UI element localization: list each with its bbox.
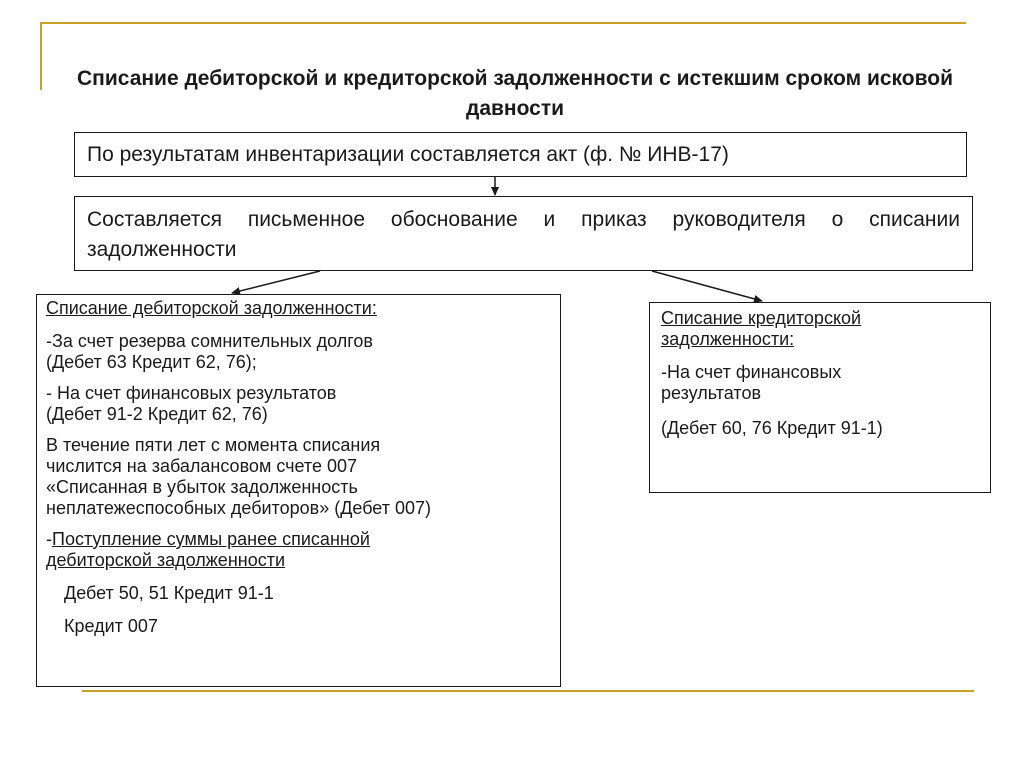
- arrow-order-to-debit: [232, 271, 320, 293]
- top-accent-line: [40, 22, 966, 24]
- debit-finres-line2: (Дебет 91-2 Кредит 62, 76): [46, 404, 268, 424]
- credit-writeoff-box: [649, 302, 991, 493]
- debit-receipt-prefix: -: [46, 529, 52, 549]
- debit-reserve-line1: -За счет резерва сомнительных долгов: [46, 331, 373, 351]
- bottom-accent-line: [82, 690, 974, 692]
- debit-finres-line1: - На счет финансовых результатов: [46, 383, 337, 403]
- written-order-text: Составляется письменное обоснование и приказ руководителя о списании задолженности: [87, 208, 960, 261]
- debit-offbalance-line4: неплатежеспособных дебиторов» (Дебет 007): [46, 498, 431, 518]
- debit-receipt-line2: дебиторской задолженности: [46, 550, 286, 570]
- debit-offbalance-line3: «Списанная в убыток задолженность: [46, 477, 358, 497]
- credit-finres-line2: результатов: [661, 383, 762, 403]
- credit-finres-line1: -На счет финансовых: [661, 362, 842, 382]
- credit-entry: (Дебет 60, 76 Кредит 91-1): [661, 418, 883, 438]
- debit-reserve-line2: (Дебет 63 Кредит 62, 76);: [46, 352, 257, 372]
- inventory-act-text: По результатам инвентаризации составляется акт (ф. № ИНВ-17): [87, 143, 729, 166]
- debit-receipt-text1: Поступление суммы ранее списанной: [52, 529, 370, 549]
- debit-offbalance-line2: числится на забалансовом счете 007: [46, 456, 357, 476]
- debit-writeoff-box: [36, 294, 561, 687]
- credit-heading-line1: Списание кредиторской: [661, 308, 862, 328]
- written-order-box: [74, 196, 973, 271]
- debit-entry-line2: Кредит 007: [64, 616, 158, 636]
- credit-heading-line2: задолженности:: [661, 329, 795, 349]
- left-accent-line: [40, 22, 42, 90]
- page-title: Списание дебиторской и кредиторской задолженности с истекшим сроком исковой давности: [77, 67, 953, 120]
- debit-receipt-line1: [46, 529, 550, 550]
- debit-entry-line1: Дебет 50, 51 Кредит 91-1: [64, 583, 274, 603]
- inventory-act-box: [74, 132, 967, 177]
- debit-heading: Списание дебиторской задолженности:: [46, 298, 377, 318]
- debit-offbalance-line1: В течение пяти лет с момента списания: [46, 435, 381, 455]
- arrow-order-to-credit: [652, 271, 762, 301]
